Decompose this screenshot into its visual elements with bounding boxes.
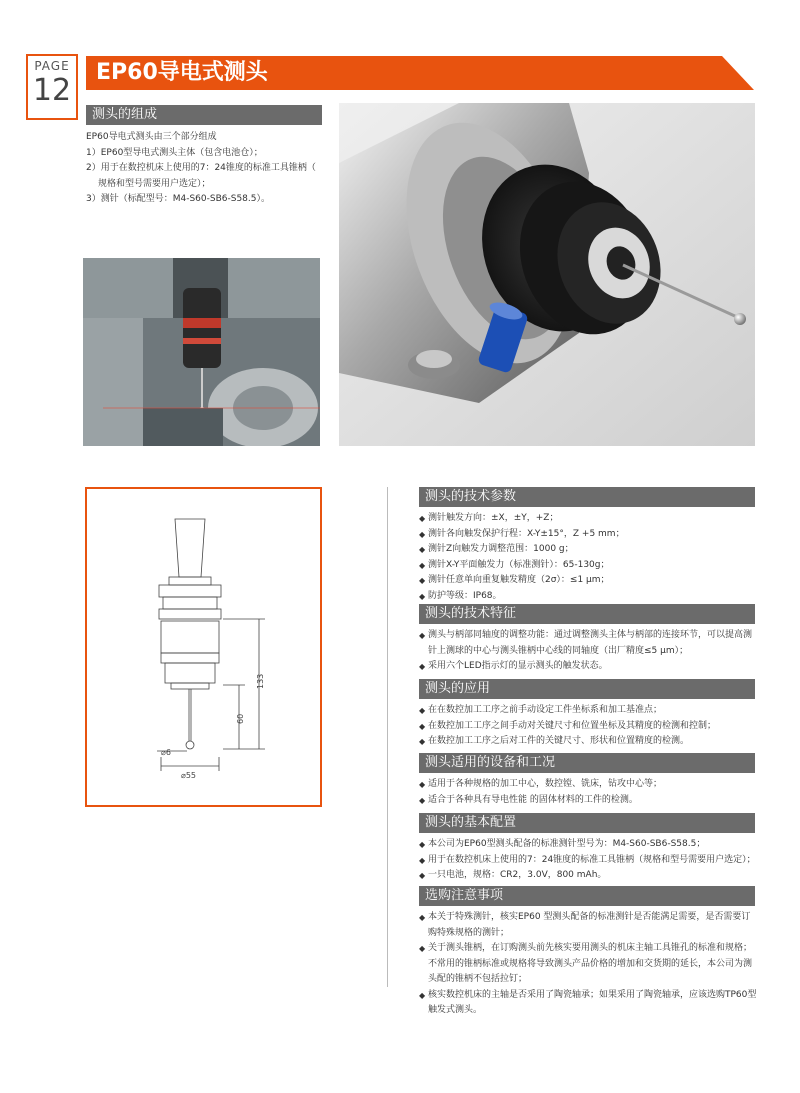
list-item: ◆ 测针Z向触发力调整范围：1000 g； (419, 544, 574, 554)
page-badge-label: PAGE (34, 59, 70, 73)
column-divider (387, 487, 388, 987)
list-item: ◆ 本关于特殊测针，核实EP60 型测头配备的标准测针是否能满足需要，是否需要订购特殊规格的测针； (419, 912, 751, 938)
dim-diameter-6: ⌀6 (161, 748, 171, 757)
list-item: ◆ 适用于各种规格的加工中心，数控镗、铣床，钻攻中心等； (419, 779, 663, 789)
dim-diameter-55: ⌀55 (181, 771, 196, 780)
section-header-features: 测头的技术特征 (419, 604, 755, 624)
list-item: ◆ 关于测头锥柄，在订购测头前先核实要用测头的机床主轴工具锥孔的标准和规格；不常用的锥柄标准或规格将导致测头产品价格的增加和交货期的延长，本公司为测头配的锥柄不包括拉钉； (419, 943, 753, 984)
machine-installation-photo (83, 258, 320, 446)
dim-60: 60 (236, 713, 245, 724)
list-item: ◆ 防护等级：IP68。 (419, 590, 502, 601)
configuration-list (419, 837, 757, 884)
equipment-list (419, 777, 757, 808)
composition-line: 规格和型号需要用户选定）； (98, 178, 211, 189)
section-header-equipment: 测头适用的设备和工况 (419, 753, 755, 773)
list-item: ◆ 测针触发方向：±X，±Y，+Z； (419, 513, 559, 523)
dim-133: 133 (256, 673, 265, 689)
list-item: ◆ 测针任意单向重复触发精度（2σ）：≤1 μm； (419, 575, 610, 585)
list-item: ◆ 本公司为EP60型测头配备的标准测针型号为：M4-S60-SB6-S58.5； (419, 839, 706, 849)
machine-illustration (83, 258, 320, 446)
list-item: ◆ 在数控加工工序之间手动对关键尺寸和位置坐标及其精度的检测和控制； (419, 720, 717, 731)
section-header-configuration: 测头的基本配置 (419, 813, 755, 833)
list-item: ◆ 测针各向触发保护行程：X-Y±15°，Z +5 mm； (419, 528, 625, 539)
section-header-composition: 测头的组成 (86, 105, 322, 125)
probe-product-illustration (339, 103, 755, 446)
section-header-purchase-notes: 选购注意事项 (419, 886, 755, 906)
probe-product-photo (339, 103, 755, 446)
title-banner (86, 56, 754, 90)
composition-line: EP60导电式测头由三个部分组成 (86, 132, 217, 142)
composition-text (86, 130, 326, 208)
page-number: 12 (32, 73, 72, 108)
list-item: ◆ 测针X-Y平面触发力（标准测针）：65-130g； (419, 559, 610, 570)
list-item: ◆ 采用六个LED指示灯的显示测头的触发状态。 (419, 661, 608, 671)
list-item: ◆ 在数控加工工序之后对工件的关键尺寸、形状和位置精度的检测。 (419, 736, 690, 746)
composition-line: 3）测针（标配型号：M4-S60-SB6-S58.5）。 (86, 194, 270, 204)
dimension-drawing (85, 487, 322, 807)
purchase-notes-list (419, 910, 757, 1019)
list-item: ◆ 适合于各种具有导电性能 的固体材料的工件的检测。 (419, 794, 638, 805)
list-item: ◆ 用于在数控机床上使用的7：24锥度的标准工具锥柄（规格和型号需要用户选定）； (419, 854, 756, 865)
section-header-applications: 测头的应用 (419, 679, 755, 699)
section-header-specs: 测头的技术参数 (419, 487, 755, 507)
composition-line: 2）用于在数控机床上使用的7：24锥度的标准工具锥柄（ (86, 163, 316, 173)
applications-list (419, 703, 757, 750)
composition-line: 1）EP60型导电式测头主体（包含电池仓）； (86, 147, 263, 158)
page-title: EP60导电式测头 (96, 60, 268, 85)
list-item: ◆ 核实数控机床的主轴是否采用了陶瓷轴承；如果采用了陶瓷轴承，应该选购TP60型触发式测头。 (419, 989, 757, 1015)
list-item: ◆ 测头与柄部同轴度的调整功能：通过调整测头主体与柄部的连接环节，可以提高测针上测球的中心与测头锥柄中心线的同轴度（出厂精度≤5 μm）； (419, 630, 753, 656)
probe-dimension-svg (87, 489, 320, 805)
specs-list (419, 511, 757, 604)
features-list (419, 628, 757, 675)
list-item: ◆ 一只电池，规格：CR2，3.0V，800 mAh。 (419, 870, 607, 880)
list-item: ◆ 在在数控加工工序之前手动设定工件坐标系和加工基准点； (419, 705, 663, 715)
page-badge (26, 54, 78, 120)
